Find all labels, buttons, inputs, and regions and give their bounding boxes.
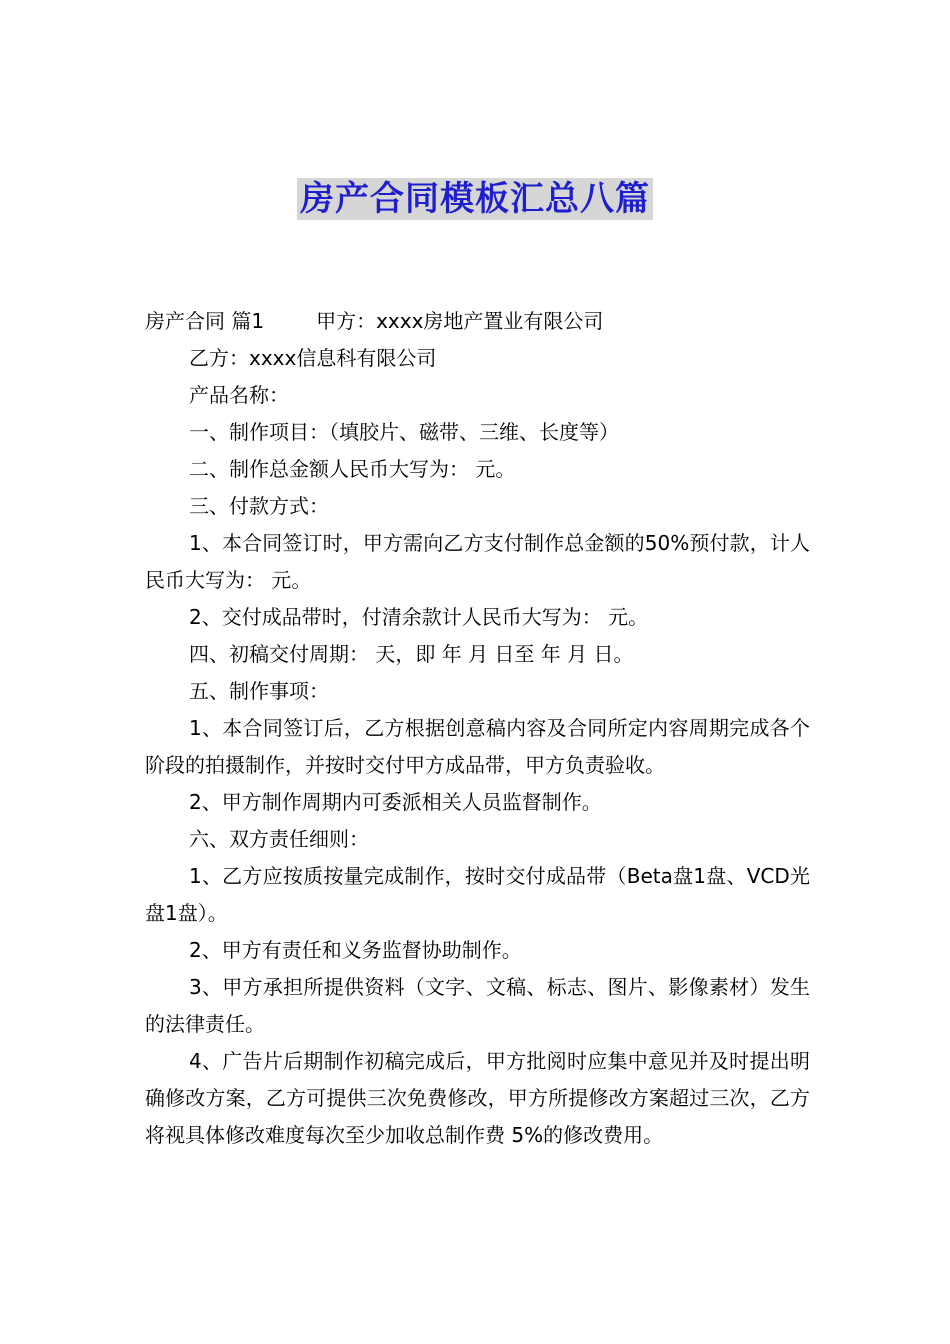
document-body <box>145 303 810 1154</box>
clause-4: 四、初稿交付周期： 天，即 年 月 日至 年 月 日。 <box>189 642 634 666</box>
clause-3-1: 1、本合同签订时，甲方需向乙方支付制作总金额的50%预付款，计人民币大写为： 元。 <box>145 531 810 592</box>
document-title: 房产合同模板汇总八篇 <box>297 178 653 220</box>
clause-5-1: 1、本合同签订后，乙方根据创意稿内容及合同所定内容周期完成各个阶段的拍摄制作，并按时交付甲方成品带，甲方负责验收。 <box>145 716 810 777</box>
clause-6-2: 2、甲方有责任和义务监督协助制作。 <box>189 938 522 962</box>
party-b: 乙方：xxxx信息科有限公司 <box>189 346 437 370</box>
title-container <box>0 178 950 220</box>
section-heading: 房产合同 篇1 <box>145 309 265 333</box>
product-name: 产品名称： <box>189 383 289 407</box>
clause-5: 五、制作事项： <box>189 679 329 703</box>
clause-6-3: 3、甲方承担所提供资料（文字、文稿、标志、图片、影像素材）发生的法律责任。 <box>145 975 810 1036</box>
clause-3: 三、付款方式： <box>189 494 329 518</box>
clause-6: 六、双方责任细则： <box>189 827 369 851</box>
clause-2: 二、制作总金额人民币大写为： 元。 <box>189 457 516 481</box>
clause-6-4: 4、广告片后期制作初稿完成后，甲方批阅时应集中意见并及时提出明确修改方案，乙方可提供三次免费修改，甲方所提修改方案超过三次，乙方将视具体修改难度每次至少加收总制作费 5%的修改费用。 <box>145 1049 810 1147</box>
party-a: 甲方：xxxx房地产置业有限公司 <box>316 309 604 333</box>
clause-5-2: 2、甲方制作周期内可委派相关人员监督制作。 <box>189 790 602 814</box>
clause-1: 一、制作项目：（填胶片、磁带、三维、长度等） <box>189 420 619 444</box>
clause-3-2: 2、交付成品带时，付清余款计人民币大写为： 元。 <box>189 605 649 629</box>
clause-6-1: 1、乙方应按质按量完成制作，按时交付成品带（Beta盘1盘、VCD光盘1盘）。 <box>145 864 810 925</box>
heading-line <box>145 303 810 340</box>
